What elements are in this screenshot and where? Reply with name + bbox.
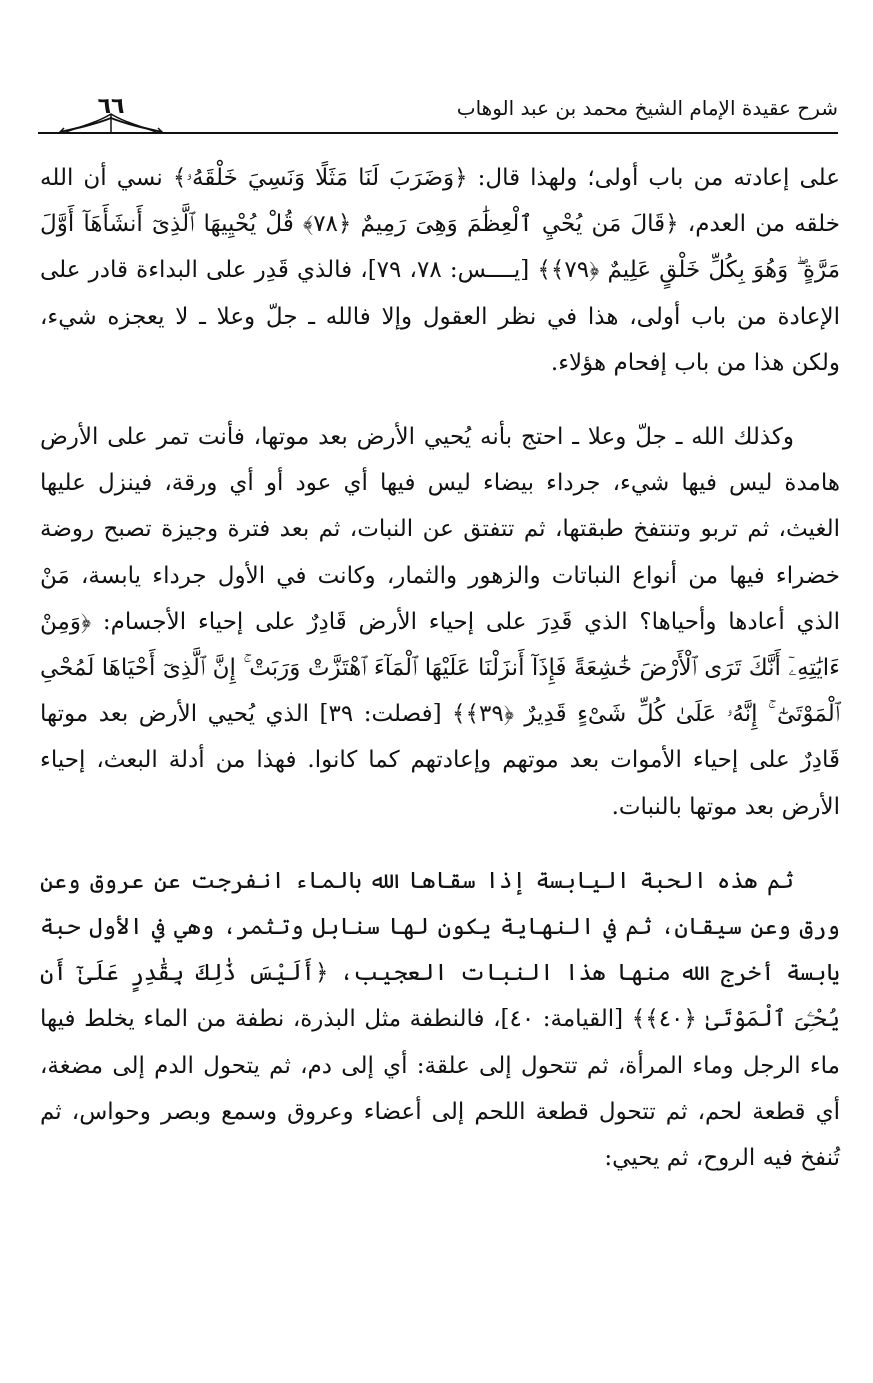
running-header-title: شرح عقيدة الإمام الشيخ محمد بن عبد الوهاب bbox=[456, 96, 838, 120]
paragraph-2: وكذلك الله ـ جلّ وعلا ـ احتج بأنه يُحيي الأرض بعد موتها، فأنت تمر على الأرض هامدة ليس فيها شيء، جرداء بيضاء ليس فيها أي عود أو أي ورقة، فينزل عليها الغيث، ثم تربو وتنتفخ طبقتها، ثم تتفتق عن النبات، ثم بعد فترة وجيزة تصبح روضة خضراء فيها من أنواع النباتات والزهور والثمار، وكانت في الأول جرداء يابسة، مَنْ الذي أعادها وأحياها؟ الذي قَدِرَ على إحياء الأرض قَادِرٌ على إحياء الأجسام: ﴿وَمِنْ ءَايَٰتِهِۦٓ أَنَّكَ تَرَى ٱلْأَرْضَ خَٰشِعَةً فَإِذَآ أَنزَلْنَا عَلَيْهَا ٱلْمَآءَ ٱهْتَزَّتْ وَرَبَتْ ۚ إِنَّ ٱلَّذِىٓ أَحْيَاهَا لَمُحْىِ ٱلْمَوْتَىٰٓ ۚ إِنَّهُۥ عَلَىٰ كُلِّ شَىْءٍ قَدِيرٌ ﴿٣٩﴾﴾ [فصلت: ٣٩] الذي يُحيي الأرض بعد موتها قَادِرٌ على إحياء الأموات بعد موتهم وإعادتهم كما كانوا. فهذا من أدلة البعث، إحياء الأرض بعد موتها بالنبات. bbox=[40, 424, 841, 820]
paragraph-3: ثم هذه الحبة اليابسة إذا سقاها الله بالماء انفرجت عن عروق وعن ورق وعن سيقان، ثم في النهاية يكون لها سنابل وتثمر، وهي في الأول حبة يابسة أخرج الله منها هذا النبات العجيب، ﴿أَلَيْسَ ذَٰلِكَ بِقَٰدِرٍ عَلَىٰٓ أَن يُحْـِۧىَ ٱلْمَوْتَىٰ ﴿٤٠﴾﴾ [القيامة: ٤٠]، فالنطفة مثل البذرة، نطفة من الماء يخلط فيها ماء الرجل وماء المرأة، ثم تتحول إلى علقة: أي إلى دم، ثم يتحول الدم إلى مضغة، أي قطعة لحم، ثم تتحول قطعة اللحم إلى أعضاء وعروق وسمع وبصر وحواس، ثم تُنفخ فيه الروح، ثم يحيي: bbox=[40, 867, 840, 1172]
paragraph-1: على إعادته من باب أولى؛ ولهذا قال: ﴿وَضَرَبَ لَنَا مَثَلًا وَنَسِيَ خَلْقَهُۥ﴾ نسي أن الله خلقه من العدم، ﴿قَالَ مَن يُحْيِ ٱلْعِظَٰمَ وَهِىَ رَمِيمٌ ﴿٧٨﴾ قُلْ يُحْيِيهَا ٱلَّذِىٓ أَنشَأَهَآ أَوَّلَ مَرَّةٍ ۖ وَهُوَ بِكُلِّ خَلْقٍ عَلِيمٌ ﴿٧٩﴾﴾ [يــــس: ٧٨، ٧٩]، فالذي قَدِر على البداءة قادر على الإعادة من باب أولى، هذا في نظر العقول وإلا فالله ـ جلّ وعلا ـ لا يعجزه شيء، ولكن هذا من باب إفحام هؤلاء. bbox=[40, 165, 841, 376]
page-number: ٦٦ bbox=[97, 94, 125, 119]
page-number-ornament bbox=[56, 88, 166, 136]
header-divider bbox=[38, 132, 838, 134]
page-header bbox=[38, 88, 838, 136]
page-body bbox=[40, 155, 840, 1181]
